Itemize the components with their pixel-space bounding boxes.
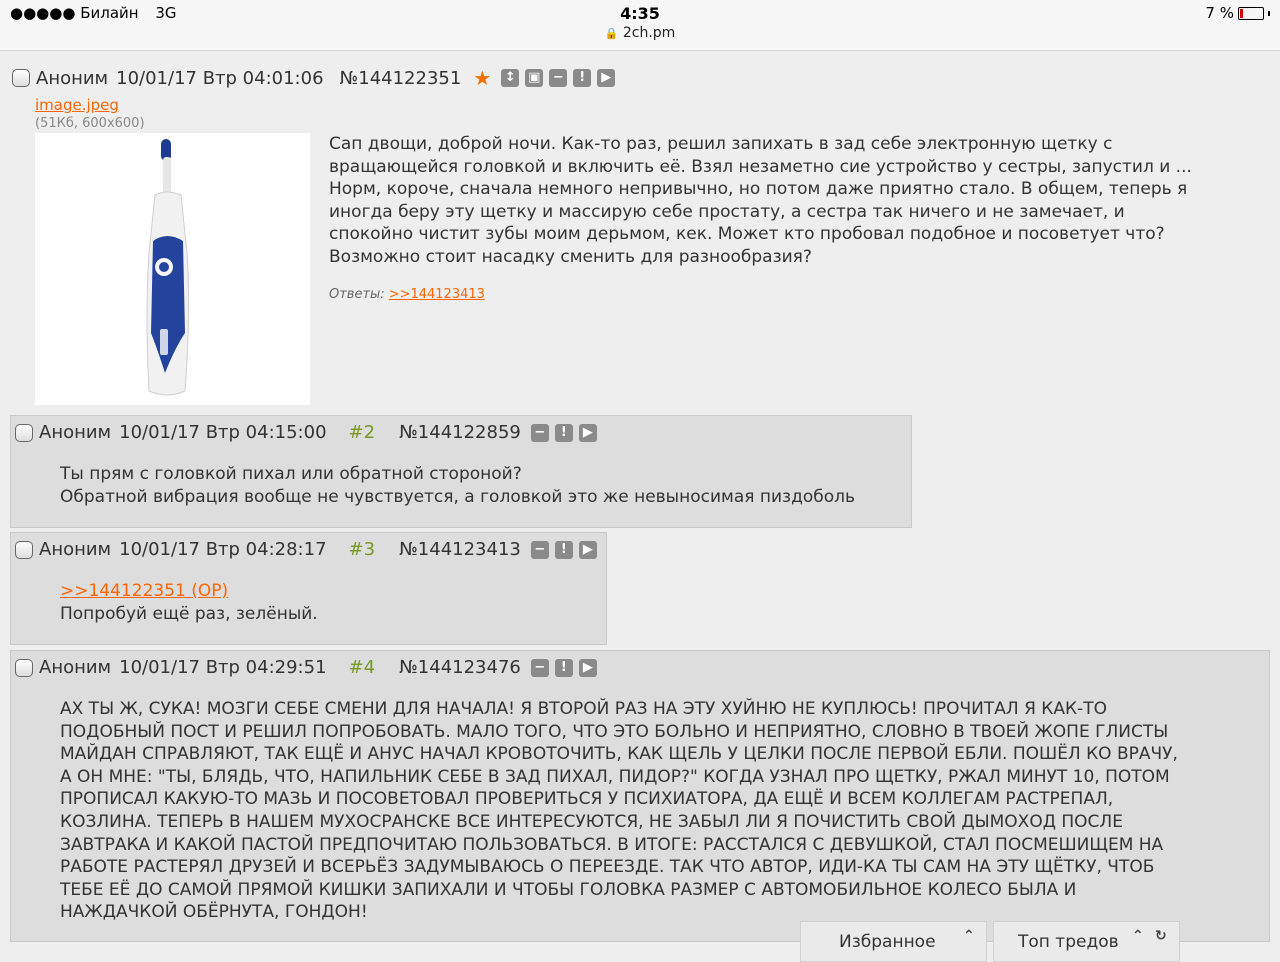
post-index: #2 [348,422,376,443]
post-line: А ОН МНЕ: "ТЫ, БЛЯДЬ, ЧТО, НАПИЛЬНИК СЕБЕ В ЗАД ПИХАЛ, ПИДОР?" КОГДА УЗНАЛ ПРО ЩЕТКУ, РЖАЛ МИНУТ 10, ПОТОМ [60,766,1170,787]
report-icon[interactable]: ! [555,424,573,442]
hide-icon[interactable]: − [531,424,549,442]
post-index: #3 [348,539,376,560]
hide-icon[interactable]: − [531,659,549,677]
top-threads-panel-tab[interactable] [993,921,1180,962]
post-number[interactable]: №144123476 [399,657,521,678]
reply-link[interactable]: >>144123413 [388,287,485,302]
battery-indicator [1205,4,1270,22]
post-line: КОЗЛИНА. ТЕПЕРЬ В НАШЕМ МУХОСРАНСКЕ ВСЕ ИНТЕРЕСУЮТСЯ, НЕ ЗАБЫЛ ЛИ Я ПОЧИСТИТЬ СВОЙ ДЫМОХОД ПОСЛЕ [60,811,1123,832]
post-date: 10/01/17 Втр 04:01:06 [116,67,324,89]
clock: 4:35 [620,4,660,23]
post-line: РАБОТЕ РАСТЕРЯЛ ДРУЗЕЙ И ВСЕРЬЁЗ ЗАДУМЫВАЮСЬ О ПЕРЕЕЗДЕ. ТАК ЧТО АВТОР, ИДИ-КА ТЫ САМ НА ЭТУ ЩЁТКУ, ЧТОБ [60,857,1155,878]
toothbrush-image [35,133,310,405]
post-number[interactable]: №144122351 [339,67,462,89]
post-line: ТЕБЕ ЕЁ ДО САМОЙ ПРЯМОЙ КИШКИ ЗАПИХАЛИ И ЧТОБЫ ГОЛОВКА РАЗМЕР С АВТОМОБИЛЬНОЕ КОЛЕСО БЫЛА И [60,879,1077,900]
play-icon[interactable]: ▶ [597,69,615,87]
post-line: ПРОПИСАЛ КАКУЮ-ТО МАЗЬ И ПОСОВЕТОВАЛ ПРОВЕРИТЬСЯ У ПСИХИАТОРА, ДА ЕЩЁ И ВСЕМ КОЛЛЕГАМ РАСТРЕПАЛ, [60,789,1114,810]
expand-up-icon[interactable]: ⌃ [963,928,975,944]
post-header [15,539,597,560]
expand-up-icon[interactable]: ⌃ [1132,928,1144,944]
select-checkbox[interactable] [15,659,33,677]
report-icon[interactable]: ! [555,659,573,677]
star-icon[interactable]: ★ [473,66,492,90]
op-text: Сап двощи, доброй ночи. Как-то раз, решил запихать в зад себе электронную щетку с вращающейся головкой и включить её. Взял незаметно сие устройство у сестры, запустил и ... Норм, короче, сначала немного непривычно, но потом даже приятно стало. В общем, теперь я иногда беру эту щетку и массирую себе простату, а сестра так ничего и не замечает, и спокойно чистит зубы моим дерьмом, кек. Может кто пробовал подобное и посоветует что? Возможно стоит насадку сменить для разнообразия? [329,134,1192,267]
report-icon[interactable]: ! [573,69,591,87]
url-text: 2ch.pm [622,25,676,41]
reply-post [10,650,1270,942]
post-date: 10/01/17 Втр 04:15:00 [119,422,327,443]
refresh-icon[interactable]: ↻ [1155,928,1167,944]
reply-post [10,532,607,645]
top-threads-label: Топ тредов [1018,932,1119,952]
reply-post [10,415,912,528]
select-checkbox[interactable] [12,69,30,87]
select-checkbox[interactable] [15,424,33,442]
post-number[interactable]: №144122859 [399,422,521,443]
op-post [12,66,1272,90]
post-date: 10/01/17 Втр 04:29:51 [119,657,327,678]
play-icon[interactable]: ▶ [579,541,597,559]
file-info: (51Кб, 600x600) [35,116,145,131]
select-checkbox[interactable] [15,541,33,559]
post-number[interactable]: №144123413 [399,539,521,560]
post-line: Обратной вибрация вообще не чувствуется, а головкой это же невыносимая пиздоболь [60,486,856,507]
post-line: ЗАВТРАКА И КАКОЙ ПАСТОЙ ПРЕДПОЧИТАЮ ПОЛЬЗОВАТЬСЯ. В ИТОГЕ: РАССТАЛСЯ С ДЕВУШКОЙ, СТАЛ ПОСМЕШИЩЕМ НА [60,834,1164,855]
post-line: НАЖДАЧКОЙ ОБЁРНУТА, ГОНДОН! [60,902,368,923]
poster-name: Аноним [36,67,109,89]
hide-icon[interactable]: − [531,541,549,559]
window-icon[interactable]: ▣ [525,69,543,87]
lock-icon: 🔒 [604,27,619,40]
poster-name: Аноним [39,657,112,678]
replies-label: Ответы: [329,287,385,302]
quote-link[interactable]: >>144122351 (OP) [60,581,229,601]
battery-icon [1238,7,1264,20]
post-line: МАЙДАН СПРАВЛЯЮТ, ТАК ЕЩЁ И АНУС НАЧАЛ КРОВОТОЧИТЬ, КАК ЩЕЛЬ У ЦЕЛКИ ПОСЛЕ ПЕРВОЙ ЕБЛИ. ПОШЁЛ КО ВРАЧУ, [60,744,1178,765]
post-line: ПОДОБНЫЙ ПОСТ И РЕШИЛ ПОПРОБОВАТЬ. МАЛО ТОГО, ЧТО ЭТО БОЛЬНО И НЕПРИЯТНО, СЛОВНО В ТВОЕЙ ЖОПЕ ГЛИСТЫ [60,721,1169,742]
post-date: 10/01/17 Втр 04:28:17 [119,539,327,560]
post-line: АХ ТЫ Ж, СУКА! МОЗГИ СЕБЕ СМЕНИ ДЛЯ НАЧАЛА! Я ВТОРОЙ РАЗ НА ЭТУ ХУЙНЮ НЕ КУПЛЮСЬ! ПРОЧИТАЛ Я КАК-ТО [60,699,1107,719]
play-icon[interactable]: ▶ [579,659,597,677]
post-header [15,657,597,678]
post-index: #4 [348,657,376,678]
carrier-label: ●●●●● Билайн [10,4,139,22]
op-header [12,66,1272,90]
expand-icon[interactable]: ↕ [501,69,519,87]
favorites-panel-tab[interactable] [800,921,987,962]
post-line: Ты прям с головкой пихал или обратной стороной? [60,464,522,484]
post-image[interactable] [35,133,310,405]
post-body [60,580,318,625]
replies [329,287,485,302]
play-icon[interactable]: ▶ [579,424,597,442]
address-bar[interactable] [0,25,1280,41]
poster-name: Аноним [39,539,112,560]
poster-name: Аноним [39,422,112,443]
post-line: Попробуй ещё раз, зелёный. [60,603,318,624]
file-link[interactable]: image.jpeg [35,96,119,114]
battery-percent: 7 % [1205,4,1234,22]
post-body [60,463,855,508]
status-bar [0,0,1280,51]
favorites-label: Избранное [839,932,936,952]
hide-icon[interactable]: − [549,69,567,87]
post-header [15,422,597,443]
report-icon[interactable]: ! [555,541,573,559]
network-label: 3G [155,4,177,22]
post-body [60,698,1178,924]
